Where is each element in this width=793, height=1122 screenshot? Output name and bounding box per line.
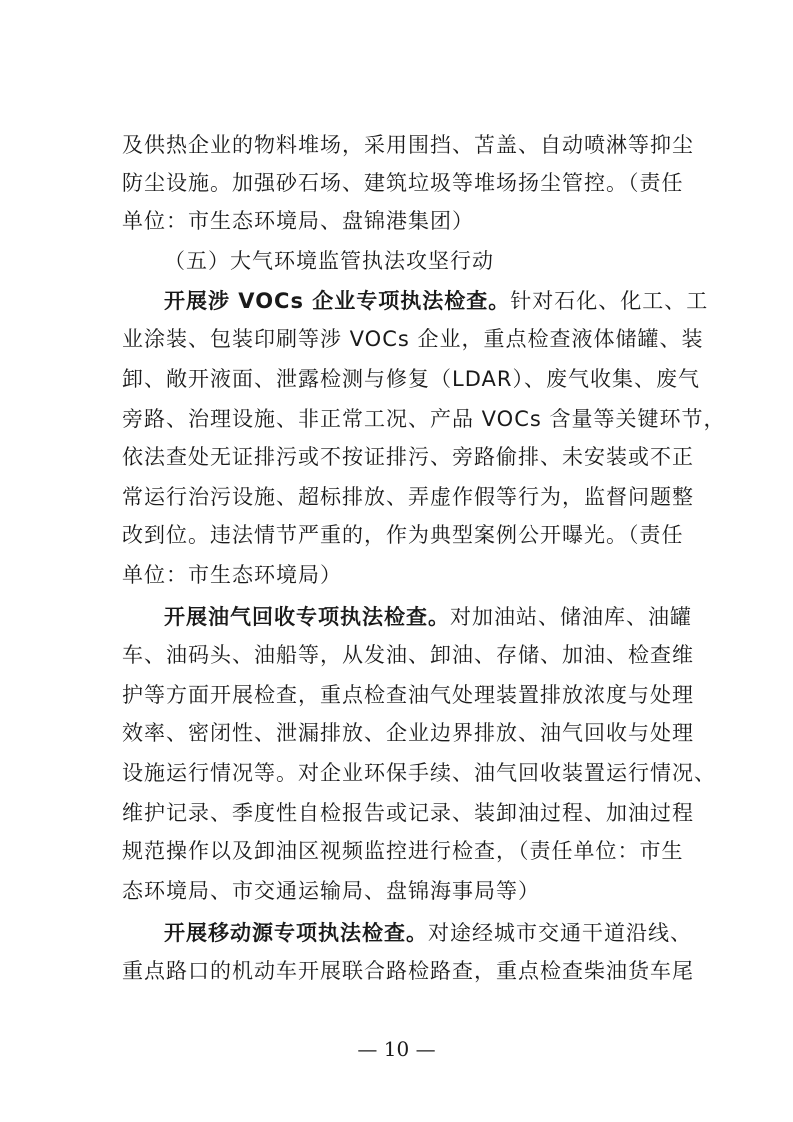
section-heading-5: （五）大气环境监管执法攻坚行动 (164, 249, 494, 273)
paragraph-2-line-7: 改到位。违法情节严重的，作为典型案例公开曝光。（责任 (122, 523, 684, 547)
paragraph-1-line-1: 及供热企业的物料堆场，采用围挡、苫盖、自动喷淋等抑尘 (122, 133, 694, 157)
paragraph-2-line-6: 常运行治污设施、超标排放、弄虚作假等行为，监督问题整 (122, 485, 694, 509)
paragraph-2-line-8: 单位：市生态环境局） (122, 563, 342, 587)
paragraph-2-line-2: 业涂装、包装印刷等涉 VOCs 企业，重点检查液体储罐、装 (122, 327, 704, 351)
paragraph-3-line-2: 车、油码头、油船等，从发油、卸油、存储、加油、检查维 (122, 643, 694, 667)
paragraph-3-line-3: 护等方面开展检查，重点检查油气处理装置排放浓度与处理 (122, 683, 694, 707)
paragraph-2-line-1-rest: 针对石化、化工、工 (510, 289, 709, 313)
paragraph-2-line-5: 依法查处无证排污或不按证排污、旁路偷排、未安装或不正 (122, 445, 694, 469)
paragraph-1-line-2: 防尘设施。加强砂石场、建筑垃圾等堆场扬尘管控。（责任 (122, 171, 684, 195)
paragraph-4-line-1-rest: 对途经城市交通干道沿线、 (428, 921, 692, 945)
paragraph-2-line-4: 旁路、治理设施、非正常工况、产品 VOCs 含量等关键环节， (122, 407, 726, 431)
paragraph-1-line-3: 单位：市生态环境局、盘锦港集团） (122, 209, 474, 233)
paragraph-3-line-1-rest: 对加油站、储油库、油罐 (450, 605, 692, 629)
paragraph-4-lead: 开展移动源专项执法检查。 (164, 921, 428, 945)
paragraph-2-line-1 (164, 286, 709, 316)
paragraph-2-lead: 开展涉 VOCs 企业专项执法检查。 (164, 289, 511, 313)
paragraph-4-line-2: 重点路口的机动车开展联合路检路查，重点检查柴油货车尾 (122, 959, 694, 983)
paragraph-4-line-1 (164, 918, 692, 948)
paragraph-3-line-7: 规范操作以及卸油区视频监控进行检查，（责任单位：市生 (122, 839, 684, 863)
page-number: — 10 — (357, 1037, 436, 1061)
paragraph-3-line-6: 维护记录、季度性自检报告或记录、装卸油过程、加油过程 (122, 801, 694, 825)
paragraph-3-line-8: 态环境局、市交通运输局、盘锦海事局等） (122, 879, 540, 903)
paragraph-3-line-1 (164, 602, 692, 632)
paragraph-3-line-5: 设施运行情况等。对企业环保手续、油气回收装置运行情况、 (122, 761, 716, 785)
paragraph-3-line-4: 效率、密闭性、泄漏排放、企业边界排放、油气回收与处理 (122, 721, 694, 745)
paragraph-2-line-3: 卸、敞开液面、泄露检测与修复（LDAR）、废气收集、废气 (122, 367, 700, 391)
paragraph-3-lead: 开展油气回收专项执法检查。 (164, 605, 450, 629)
